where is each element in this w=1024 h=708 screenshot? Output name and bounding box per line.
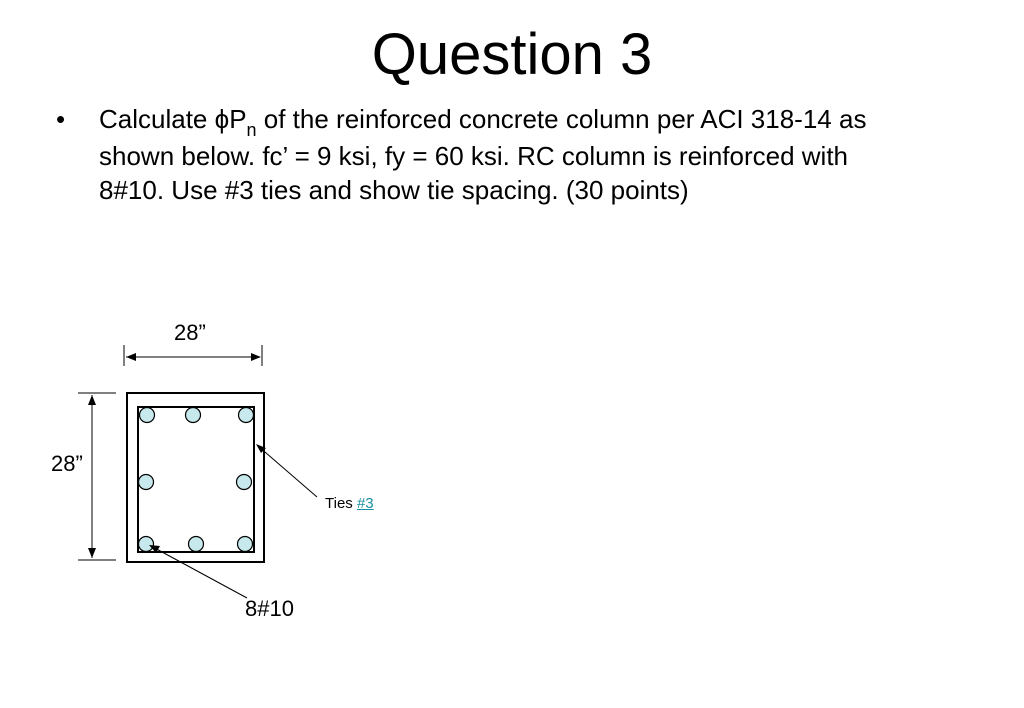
height-dimension: [78, 393, 116, 560]
rebar: [139, 475, 154, 490]
ties-label: Ties: [325, 495, 357, 512]
rebar: [186, 408, 201, 423]
bars-label: 8#10: [245, 596, 294, 621]
rebar-group: [139, 408, 254, 552]
question-line-3: 8#10. Use #3 ties and show tie spacing. (30 points): [99, 175, 689, 205]
ties-link[interactable]: #3: [356, 495, 374, 512]
ties-callout: [325, 495, 374, 513]
width-dimension: [124, 345, 262, 366]
bullet-marker: •: [56, 104, 66, 134]
question-line-1-start: Calculate: [99, 104, 215, 134]
question-line-2: shown below. fc’ = 9 ksi, fy = 60 ksi. RC column is reinforced with: [99, 141, 849, 171]
p-symbol: P: [229, 104, 247, 134]
height-label: 28”: [51, 451, 83, 476]
rebar: [189, 537, 204, 552]
ties-leader: [256, 444, 317, 497]
n-subscript: n: [246, 120, 257, 140]
question-line-1-end: of the reinforced concrete column per ACI 318-14 as: [256, 104, 867, 134]
width-label: 28”: [174, 320, 206, 345]
rebar: [139, 537, 154, 552]
rebar: [140, 408, 155, 423]
rebar: [237, 475, 252, 490]
rebar: [238, 537, 253, 552]
phi-symbol: ϕ: [214, 104, 230, 134]
page-title: Question 3: [371, 22, 653, 87]
rebar: [239, 408, 254, 423]
